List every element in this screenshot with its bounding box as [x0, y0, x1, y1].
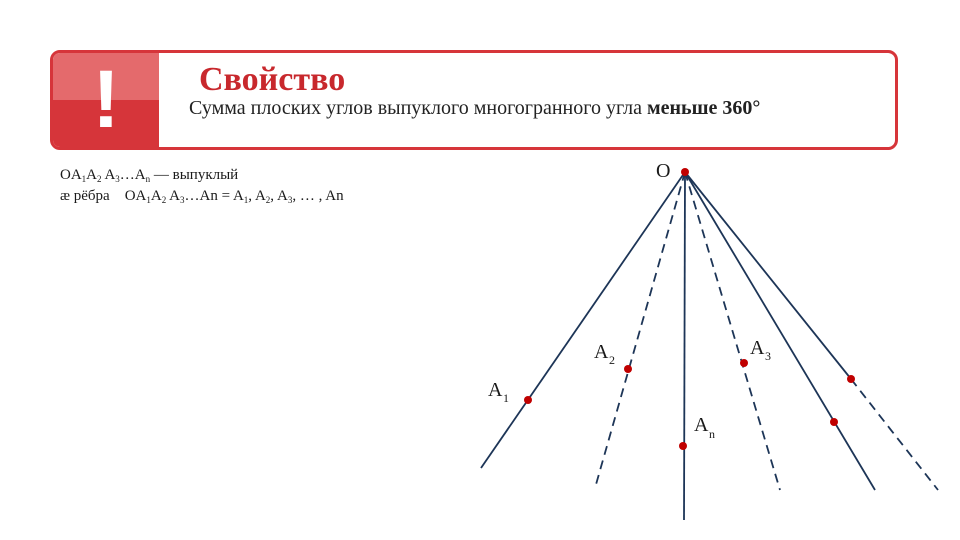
- note-sub: 1: [146, 195, 151, 205]
- note-sub: 3: [287, 195, 293, 205]
- note-text: …An = A: [184, 188, 244, 204]
- edge-oa2: [595, 172, 685, 488]
- note-text: A: [150, 188, 162, 204]
- banner-title: Свойство: [199, 61, 346, 98]
- point-an: [679, 442, 687, 450]
- note-sub: 3: [179, 195, 185, 205]
- note-text: , … , An: [292, 188, 344, 204]
- note-text: , A: [270, 188, 288, 204]
- point-a3: [740, 359, 748, 367]
- note-text: OA: [60, 167, 82, 183]
- note-text: A: [86, 167, 98, 183]
- note-text: OA: [124, 188, 147, 204]
- edge-oa3: [685, 172, 780, 490]
- point-right-2: [847, 375, 855, 383]
- edge-o-right-2: [685, 172, 851, 379]
- label-o: O: [656, 160, 671, 182]
- point-right-1: [830, 418, 838, 426]
- note-sub: 2: [265, 195, 271, 205]
- edge-oan: [684, 172, 685, 520]
- note-text: , A: [248, 188, 266, 204]
- point-a2: [624, 365, 632, 373]
- note-sub: 2: [161, 195, 167, 205]
- banner-text-main: Сумма плоских углов выпуклого многогранного угла: [189, 97, 648, 119]
- label-an: A: [694, 414, 709, 436]
- note-sub: n: [145, 174, 151, 184]
- point-a1: [524, 396, 532, 404]
- label-a3: A: [750, 337, 765, 359]
- exclamation-icon: !: [92, 54, 120, 145]
- note-text: A: [101, 167, 116, 183]
- label-a1: A: [488, 379, 503, 401]
- note-sub: 3: [115, 174, 120, 184]
- edge-oa1: [481, 172, 685, 468]
- note-sub: 1: [81, 174, 87, 184]
- note-text: A: [166, 188, 180, 204]
- banner-text-bold: меньше 360°: [647, 97, 761, 119]
- label-a1-sub: 1: [503, 391, 509, 405]
- point-o: [681, 168, 689, 176]
- note-sub: 2: [97, 174, 102, 184]
- label-an-sub: n: [709, 427, 715, 441]
- note-text: …A: [119, 167, 146, 183]
- note-text: æ рёбра: [60, 188, 110, 204]
- edge-o-right-1: [685, 172, 875, 490]
- note-text: — выпуклый: [150, 167, 239, 183]
- label-a2: A: [594, 341, 609, 363]
- label-a3-sub: 3: [765, 349, 771, 363]
- label-a2-sub: 2: [609, 353, 615, 367]
- note-sub: 1: [243, 195, 249, 205]
